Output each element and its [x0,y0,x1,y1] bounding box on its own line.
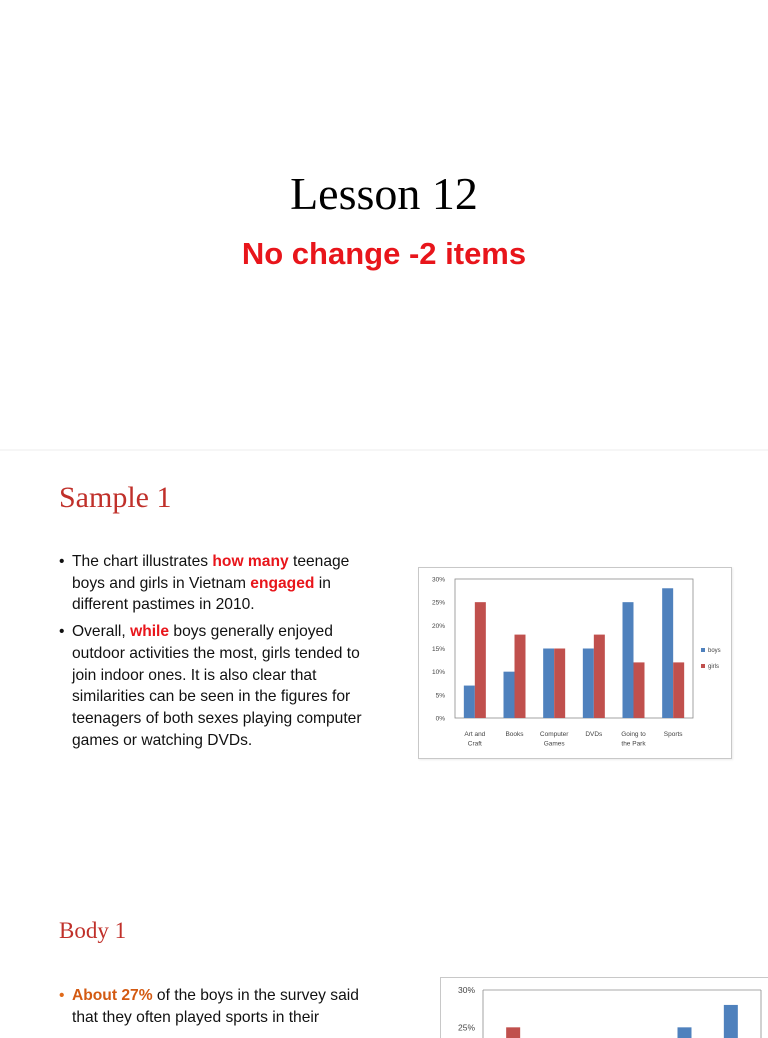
y-tick-label: 25% [431,599,445,607]
slide-subtitle: No change -2 items [241,236,527,271]
bar-girls-dvds [594,635,605,718]
y-tick-label: 5% [435,692,445,700]
bar-girls-sports [673,662,684,718]
x-tick-label: Art and [464,731,486,738]
x-tick-label: Books [505,731,524,738]
bar-girls-going-to-the-park [634,662,645,718]
body-bullet-list [58,985,378,1033]
chart-body-1 [440,977,768,1038]
legend-label-boys: boys [708,648,721,654]
body-bullet-1-highlight: About 27% [72,987,153,1004]
slide-title: Lesson 12 [290,168,478,219]
slide-divider [0,449,768,451]
bar-boys-dvds [583,649,594,719]
y-tick-label: 25% [457,1022,475,1033]
x-tick-label: Computer [539,731,569,738]
sample-bullet-2-text-1: Overall, [72,623,131,641]
bar-girls-computer-games [554,649,565,719]
x-tick-label: Games [543,740,565,748]
x-tick-label: the Park [621,740,646,748]
chart-sample-1-svg [419,568,731,758]
bar-girls-books [515,635,526,718]
x-tick-label: DVDs [585,731,603,738]
sample-bullet-1-text-1: The chart illustrates [72,553,213,570]
sample-bullet-1 [58,551,378,616]
legend-label-girls: girls [708,664,720,670]
y-tick-label: 15% [431,646,445,653]
bar-girls-art-and-craft [475,602,486,718]
body-bullet-1-text: of the boys in the survey said that they often played sports in their [72,987,359,1026]
bar-boys-art-and-craft [464,686,475,718]
chart-sample-1 [418,567,732,759]
sample-bullet-2 [58,621,378,751]
sample-bullet-1-text-2: teenage boys and girls in Vietnam [72,553,350,592]
y-tick-label: 0% [435,715,445,723]
y-tick-label: 30% [457,985,475,995]
bar-boys-going-to-the-park [623,602,634,718]
bar-boys-sports [662,588,673,718]
x-tick-label: Going to [621,731,646,738]
sample-bullet-1-highlight-1: how many [212,553,289,570]
x-tick-label: Craft [467,740,482,748]
sample-bullet-1-highlight-2: engaged [250,574,315,592]
bar-boys-books [504,672,515,718]
legend-swatch-girls [701,664,705,668]
sample-bullet-2-text-2: boys generally enjoyed outdoor activities the most, girls tended to join indoor ones. It is also clear that similarities can be seen in the figures for teenagers of both sexes playing computer games or watching DVDs. [72,623,362,749]
x-tick-label: Sports [663,731,683,738]
sample-bullet-2-highlight-1: while [130,623,170,641]
y-tick-label: 30% [431,576,445,584]
sample-title: Sample 1 [59,481,172,514]
y-tick-label: 10% [431,669,445,677]
sample-bullet-list [58,551,378,756]
plot-area-frame [455,579,693,718]
bar-boys-computer-games [543,649,554,719]
sample-bullet-1-text-3: in different pastimes in 2010. [72,574,331,614]
y-tick-label: 20% [431,622,445,630]
bar-girls-0 [506,1027,520,1038]
body-title: Body 1 [59,918,127,943]
chart-body-1-svg [441,978,768,1038]
legend-swatch-boys [701,648,705,652]
bar-boys-5 [724,1005,738,1038]
bar-boys-4 [678,1027,692,1038]
body-bullet-1 [58,985,378,1028]
